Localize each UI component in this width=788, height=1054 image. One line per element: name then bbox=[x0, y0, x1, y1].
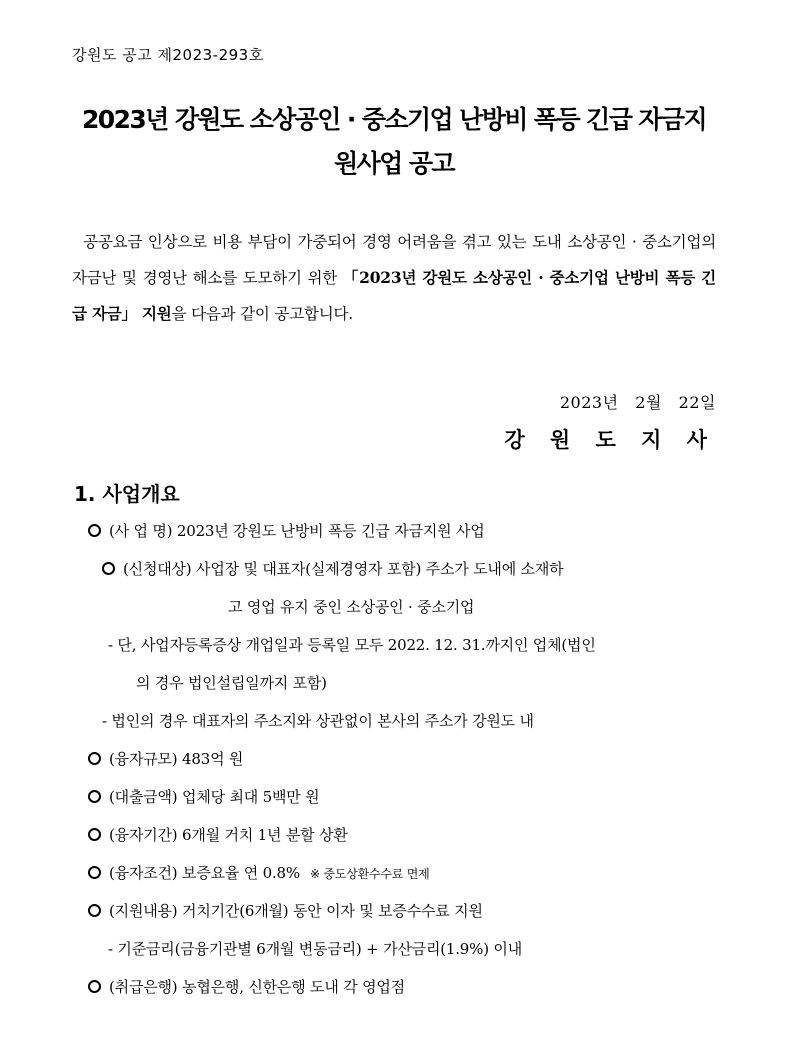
circle-bullet-icon bbox=[88, 866, 101, 879]
circle-bullet-icon bbox=[88, 828, 101, 841]
intro-text-2: 을 다음과 같이 공고합니다. bbox=[171, 305, 353, 323]
list-item: (사 업 명) 2023년 강원도 난방비 폭등 긴급 자금지원 사업 bbox=[88, 512, 720, 550]
notice-number: 강원도 공고 제2023-293호 bbox=[72, 46, 264, 64]
list-item: (융자규모) 483억 원 bbox=[88, 740, 720, 778]
list-item: (대출금액) 업체당 최대 5백만 원 bbox=[88, 778, 720, 816]
issuer-name: 강 원 도 지 사 bbox=[504, 428, 716, 452]
list-item: (취급은행) 농협은행, 신한은행 도내 각 영업점 bbox=[88, 968, 720, 1006]
list-item: (신청대상) 사업장 및 대표자(실제경영자 포함) 주소가 도내에 소재하 bbox=[88, 550, 720, 588]
sub-item-continuation: 의 경우 법인설립일까지 포함) bbox=[136, 674, 327, 692]
intro-emphasis: 「2023년 강원도 소상공인 · 중소기업 난방비 폭등 긴급 자금」 지원 bbox=[72, 268, 717, 323]
sub-item: - 기준금리(금융기관별 6개월 변동금리) + 가산금리(1.9%) 이내 bbox=[108, 940, 522, 958]
notice-date: 2023년 2월 22일 bbox=[559, 393, 716, 412]
fee-waiver-note: ※ 중도상환수수료 면제 bbox=[309, 867, 430, 881]
list-item-continuation: 고 영업 유지 중인 소상공인 · 중소기업 bbox=[228, 598, 475, 616]
sub-item: - 단, 사업자등록증상 개업일과 등록일 모두 2022. 12. 31.까지인 업체(법인 bbox=[108, 636, 596, 654]
document-title bbox=[60, 98, 728, 186]
intro-text-1: 공공요금 인상으로 비용 부담이 가중되어 경영 어려움을 겪고 있는 도내 소상공인 · 중소기업의 자금난 및 경영난 해소를 도모하기 위한 bbox=[72, 233, 716, 287]
title-line-1: 2023년 강원도 소상공인 · 중소기업 난방비 폭등 긴급 자금지 bbox=[81, 105, 706, 134]
circle-bullet-icon bbox=[88, 752, 101, 765]
title-line-2: 원사업 공고 bbox=[334, 149, 454, 178]
circle-bullet-icon bbox=[88, 904, 101, 917]
list-item: (융자기간) 6개월 거치 1년 분할 상환 bbox=[88, 816, 720, 854]
circle-bullet-icon bbox=[88, 524, 101, 537]
section-heading: 1. 사업개요 bbox=[74, 482, 180, 506]
sub-item: - 법인의 경우 대표자의 주소지와 상관없이 본사의 주소가 강원도 내 bbox=[102, 712, 534, 730]
overview-list bbox=[88, 512, 720, 1006]
circle-bullet-icon bbox=[88, 790, 101, 803]
list-item: (지원내용) 거치기간(6개월) 동안 이자 및 보증수수료 지원 bbox=[88, 892, 720, 930]
list-item: (융자조건) 보증요율 연 0.8% ※ 중도상환수수료 면제 bbox=[88, 854, 720, 892]
circle-bullet-icon bbox=[102, 562, 115, 575]
intro-paragraph bbox=[72, 224, 716, 332]
circle-bullet-icon bbox=[88, 980, 101, 993]
